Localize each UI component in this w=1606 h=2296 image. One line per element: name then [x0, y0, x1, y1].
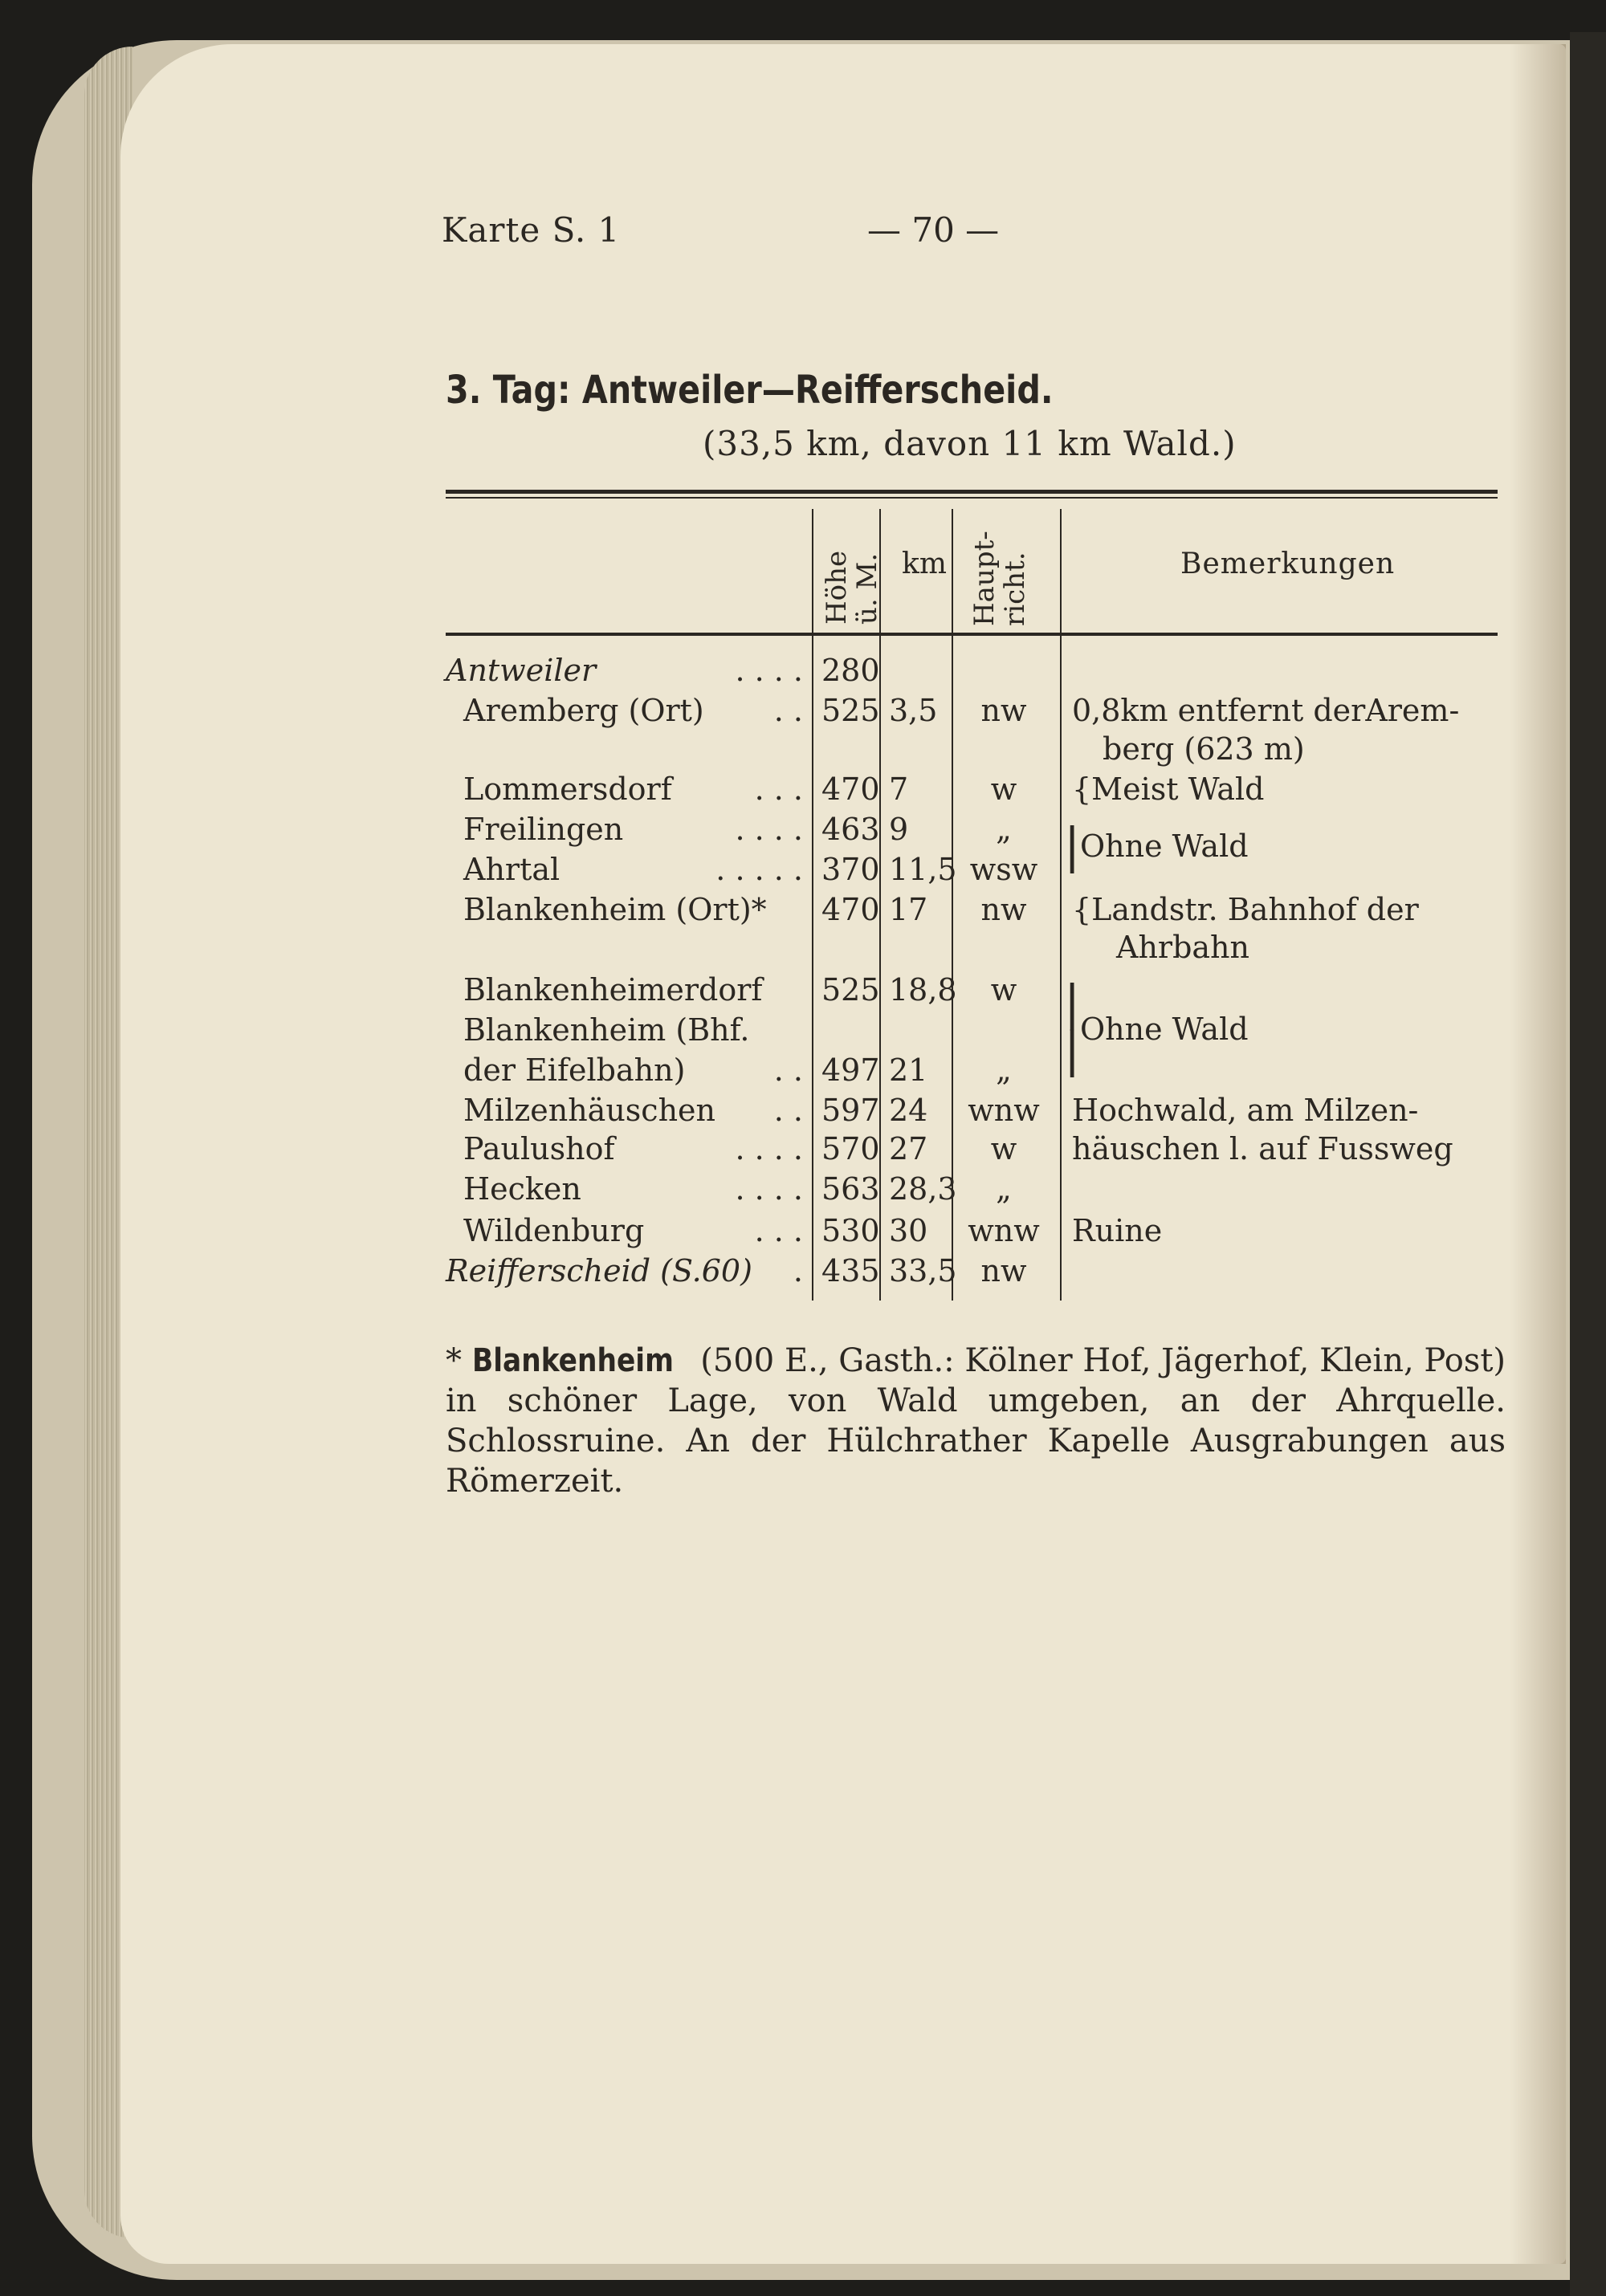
table-row — [446, 809, 1498, 849]
page-number: — 70 — — [867, 210, 1000, 250]
leader-dots: . . . . — [735, 653, 803, 688]
place-cell: Milzenhäuschen — [463, 1093, 716, 1128]
direction-cell: wsw — [969, 852, 1038, 887]
table-row — [446, 729, 1498, 769]
leader-dots: . . . . — [735, 812, 803, 847]
distance-cell: 27 — [889, 1131, 928, 1166]
place-cell: Ahrtal — [463, 852, 560, 887]
elevation-cell: 470 — [821, 771, 880, 807]
remark-cell: {Landstr. Bahnhof der — [1072, 892, 1419, 927]
direction-cell: w — [990, 771, 1017, 807]
table-row — [446, 849, 1498, 889]
elevation-cell: 525 — [821, 972, 880, 1008]
direction-cell: w — [990, 972, 1017, 1008]
direction-cell: „ — [996, 1052, 1012, 1088]
route-table — [446, 490, 1498, 1293]
table-row — [446, 1010, 1498, 1050]
remark-text: Ohne Wald — [1080, 828, 1249, 864]
elevation-cell: 470 — [821, 892, 880, 927]
table-row — [446, 1251, 1498, 1291]
leader-dots: . . . . — [735, 1171, 803, 1207]
header-richtung-line2: richt. — [999, 552, 1031, 626]
footnote-text: (500 E., Gasth.: Kölner Hof, Jägerhof, Klein, Post) in schöner Lage, von Wald umgeben, an der Ahrquelle. Schlossruine. An der Hülchrather Kapelle Ausgrabungen aus Römerzeit. — [446, 1342, 1506, 1500]
distance-cell: 28,3 — [889, 1171, 957, 1207]
place-cell: Hecken — [463, 1171, 581, 1207]
direction-cell: „ — [996, 812, 1012, 847]
elevation-cell: 525 — [821, 693, 880, 728]
header-hoehe — [821, 551, 882, 625]
direction-cell: wnw — [968, 1213, 1040, 1248]
book-spine — [1570, 32, 1606, 2296]
direction-cell: „ — [996, 1171, 1012, 1207]
elevation-cell: 280 — [821, 653, 880, 688]
table-row — [446, 927, 1498, 967]
table-row — [446, 1090, 1498, 1130]
leader-dots: . . . — [754, 771, 803, 807]
remark-cell: {Meist Wald — [1072, 771, 1265, 807]
leader-dots: . . . . . — [715, 852, 803, 887]
table-row — [446, 1050, 1498, 1090]
distance-cell: 17 — [889, 892, 928, 927]
footnote — [446, 1341, 1506, 1501]
direction-cell: nw — [980, 693, 1027, 728]
header-richtung — [969, 531, 1030, 626]
table-top-rule-thin — [446, 497, 1498, 499]
place-cell: Blankenheim (Bhf. — [463, 1012, 750, 1048]
remark-cell: 0,8km entfernt derArem- — [1072, 693, 1460, 728]
table-row — [446, 889, 1498, 930]
header-km: km — [902, 548, 947, 580]
header-richtung-line1: Haupt- — [968, 531, 1001, 626]
section-title: 3. Tag: Antweiler—Reifferscheid. — [446, 368, 1054, 413]
section-subtitle: (33,5 km, davon 11 km Wald.) — [703, 424, 1237, 463]
elevation-cell: 370 — [821, 852, 880, 887]
elevation-cell: 597 — [821, 1093, 880, 1128]
distance-cell: 33,5 — [889, 1253, 957, 1288]
header-bemerkungen: Bemerkungen — [1180, 548, 1396, 580]
elevation-cell: 530 — [821, 1213, 880, 1248]
place-cell: Reifferscheid (S.60) — [446, 1253, 752, 1288]
place-cell: Antweiler — [446, 653, 597, 688]
elevation-cell: 435 — [821, 1253, 880, 1288]
elevation-cell: 497 — [821, 1052, 880, 1088]
leader-dots: . . . . — [735, 1131, 803, 1166]
leader-dots: . . — [773, 1093, 803, 1128]
leader-dots: . . — [773, 1052, 803, 1088]
table-row — [446, 769, 1498, 809]
elevation-cell: 570 — [821, 1131, 880, 1166]
distance-cell: 18,8 — [889, 972, 957, 1008]
distance-cell: 3,5 — [889, 693, 938, 728]
remark-cell: Ahrbahn — [1116, 930, 1250, 965]
footnote-head: Blankenheim — [471, 1342, 674, 1379]
place-cell: Freilingen — [463, 812, 624, 847]
place-cell: Blankenheim (Ort)* — [463, 892, 767, 927]
place-cell: Lommersdorf — [463, 771, 672, 807]
distance-cell: 7 — [889, 771, 909, 807]
remark-cell: berg (623 m) — [1103, 731, 1305, 767]
elevation-cell: 563 — [821, 1171, 880, 1207]
table-row — [446, 970, 1498, 1010]
header-hoehe-line2: ü. M. — [851, 552, 883, 625]
remark-cell: Hochwald, am Milzen- — [1072, 1093, 1419, 1128]
direction-cell: nw — [980, 1253, 1027, 1288]
footnote-marker: * — [446, 1342, 462, 1379]
brace: | — [1064, 818, 1081, 874]
place-cell: Paulushof — [463, 1131, 615, 1166]
brace: | — [1064, 975, 1081, 1032]
elevation-cell: 463 — [821, 812, 880, 847]
direction-cell: nw — [980, 892, 1027, 927]
table-top-rule — [446, 490, 1498, 494]
place-cell: Wildenburg — [463, 1213, 645, 1248]
remark-cell: Ruine — [1072, 1213, 1163, 1248]
table-row — [446, 1129, 1498, 1169]
place-cell: Aremberg (Ort) — [463, 693, 704, 728]
remark-cell: häuschen l. auf Fussweg — [1072, 1131, 1453, 1166]
table-row — [446, 1169, 1498, 1209]
table-row — [446, 690, 1498, 731]
direction-cell: wnw — [968, 1093, 1040, 1128]
distance-cell: 24 — [889, 1093, 928, 1128]
table-row — [446, 650, 1498, 690]
brace: | — [1064, 1022, 1081, 1078]
distance-cell: 9 — [889, 812, 909, 847]
remark-text: Ohne Wald — [1080, 1012, 1249, 1047]
table-row — [446, 1211, 1498, 1251]
distance-cell: 11,5 — [889, 852, 957, 887]
map-reference: Karte S. 1 — [442, 210, 621, 250]
table-header-rule — [446, 633, 1498, 636]
place-cell: Blankenheimerdorf — [463, 972, 763, 1008]
leader-dots: . — [793, 1253, 803, 1288]
leader-dots: . . . — [754, 1213, 803, 1248]
leader-dots: . . — [773, 693, 803, 728]
header-hoehe-line1: Höhe — [821, 550, 853, 625]
place-cell: der Eifelbahn) — [463, 1052, 686, 1088]
page-gutter-shadow — [1510, 44, 1566, 2264]
direction-cell: w — [990, 1131, 1017, 1166]
distance-cell: 30 — [889, 1213, 928, 1248]
distance-cell: 21 — [889, 1052, 928, 1088]
